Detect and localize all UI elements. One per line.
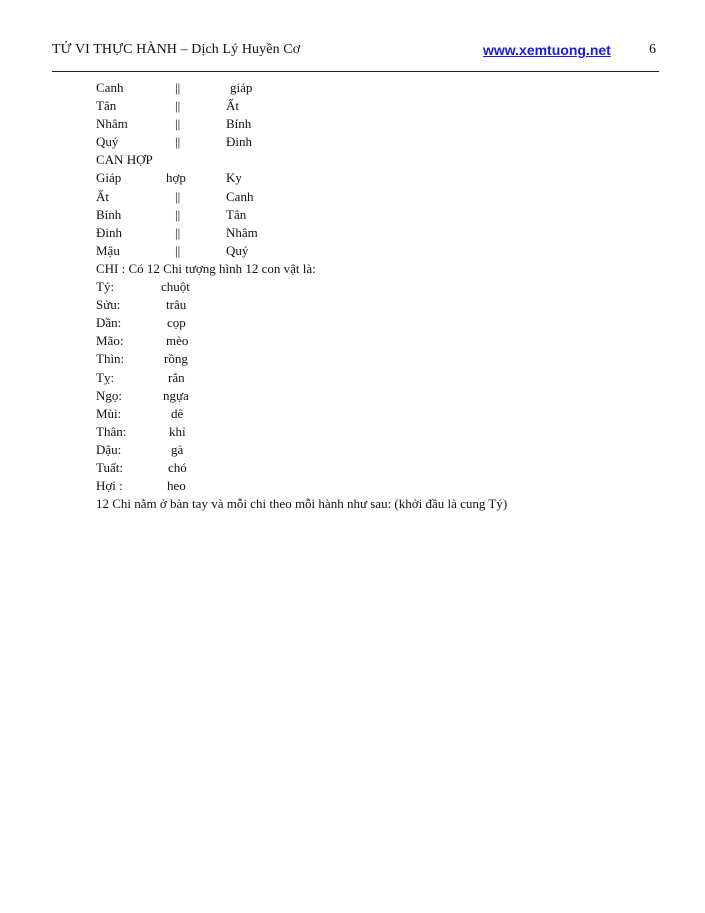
can-relation: hợp [166, 170, 186, 186]
can-relation: || [175, 242, 181, 258]
pair-separator: || [175, 134, 181, 150]
can-right: Ky [226, 170, 242, 186]
chi-animal: trâu [166, 297, 187, 313]
document-body [96, 79, 656, 513]
chi-animal: heo [167, 478, 186, 494]
pair-row [96, 133, 656, 151]
chi-name: Dần: [96, 315, 122, 331]
can-right: Canh [226, 188, 254, 204]
pair-right: Ất [226, 98, 239, 114]
page-header [52, 40, 660, 64]
can-right: Tân [226, 206, 247, 222]
pair-right: giáp [230, 80, 253, 95]
chi-row [96, 423, 656, 441]
closing-sentence: 12 Chi nằm ở bàn tay và mỗi chi theo mỗi hành như sau: (khởi đầu là cung Tý) [96, 496, 508, 512]
can-hop-row [96, 224, 656, 242]
can-right: Nhâm [226, 224, 258, 240]
section-heading: CAN HỢP [96, 152, 153, 168]
chi-row [96, 350, 656, 368]
chi-animal: cọp [167, 315, 186, 331]
chi-animal: ngựa [163, 387, 189, 403]
can-left: Bính [96, 206, 122, 222]
can-hop-row [96, 169, 656, 187]
pair-left: Canh [96, 80, 124, 95]
chi-name: Tỵ: [96, 369, 115, 385]
chi-animal: gà [171, 441, 184, 457]
chi-animal: mèo [166, 333, 189, 349]
chi-name: Sửu: [96, 297, 121, 313]
chi-animal: khỉ [169, 423, 186, 439]
chi-row [96, 332, 656, 350]
can-left: Mậu [96, 242, 120, 258]
can-hop-heading-row [96, 151, 656, 169]
pair-separator: || [175, 98, 181, 114]
chi-name: Ngọ: [96, 387, 122, 403]
chi-row [96, 278, 656, 296]
can-relation: || [175, 188, 181, 204]
chi-name: Dậu: [96, 441, 122, 457]
pair-row [96, 115, 656, 133]
can-left: Giáp [96, 170, 122, 186]
can-hop-row [96, 188, 656, 206]
chi-animal: rồng [164, 351, 188, 367]
pair-left: Tân [96, 98, 117, 114]
can-hop-row [96, 206, 656, 224]
chi-row [96, 369, 656, 387]
pair-separator: || [175, 80, 181, 95]
chi-name: Thìn: [96, 351, 125, 367]
can-left: Đinh [96, 224, 122, 240]
site-link[interactable]: www.xemtuong.net [483, 42, 611, 58]
chi-row [96, 441, 656, 459]
chi-name: Tuất: [96, 459, 123, 475]
pair-left: Nhâm [96, 116, 128, 132]
chi-name: Hợi : [96, 478, 123, 494]
pair-row [96, 97, 656, 115]
chi-row [96, 314, 656, 332]
pair-separator: || [175, 116, 181, 132]
closing-row [96, 495, 656, 513]
can-relation: || [175, 206, 181, 222]
chi-name: Tý: [96, 279, 115, 295]
pair-right: Đinh [226, 134, 252, 150]
header-divider [52, 71, 659, 72]
chi-row [96, 387, 656, 405]
document-title: TỬ VI THỰC HÀNH – Dịch Lý Huyền Cơ [52, 42, 301, 57]
can-hop-row [96, 242, 656, 260]
chi-name: Mão: [96, 333, 124, 349]
page-number: 6 [649, 42, 656, 57]
chi-animal: chuột [161, 279, 190, 295]
chi-name: Mùi: [96, 405, 122, 421]
chi-heading-row [96, 260, 656, 278]
pair-right: Bính [226, 116, 252, 132]
chi-row [96, 296, 656, 314]
can-relation: || [175, 224, 181, 240]
pair-row [96, 79, 656, 97]
chi-row [96, 477, 656, 495]
can-left: Ất [96, 188, 109, 204]
chi-animal: dê [171, 405, 184, 421]
chi-animal: chó [168, 459, 187, 475]
chi-row [96, 405, 656, 423]
can-right: Quý [226, 242, 249, 258]
chi-name: Thân: [96, 423, 127, 439]
pair-left: Quý [96, 134, 119, 150]
chi-row [96, 459, 656, 477]
chi-animal: rắn [168, 369, 185, 385]
section-heading: CHI : Có 12 Chi tượng hình 12 con vật là: [96, 260, 316, 276]
